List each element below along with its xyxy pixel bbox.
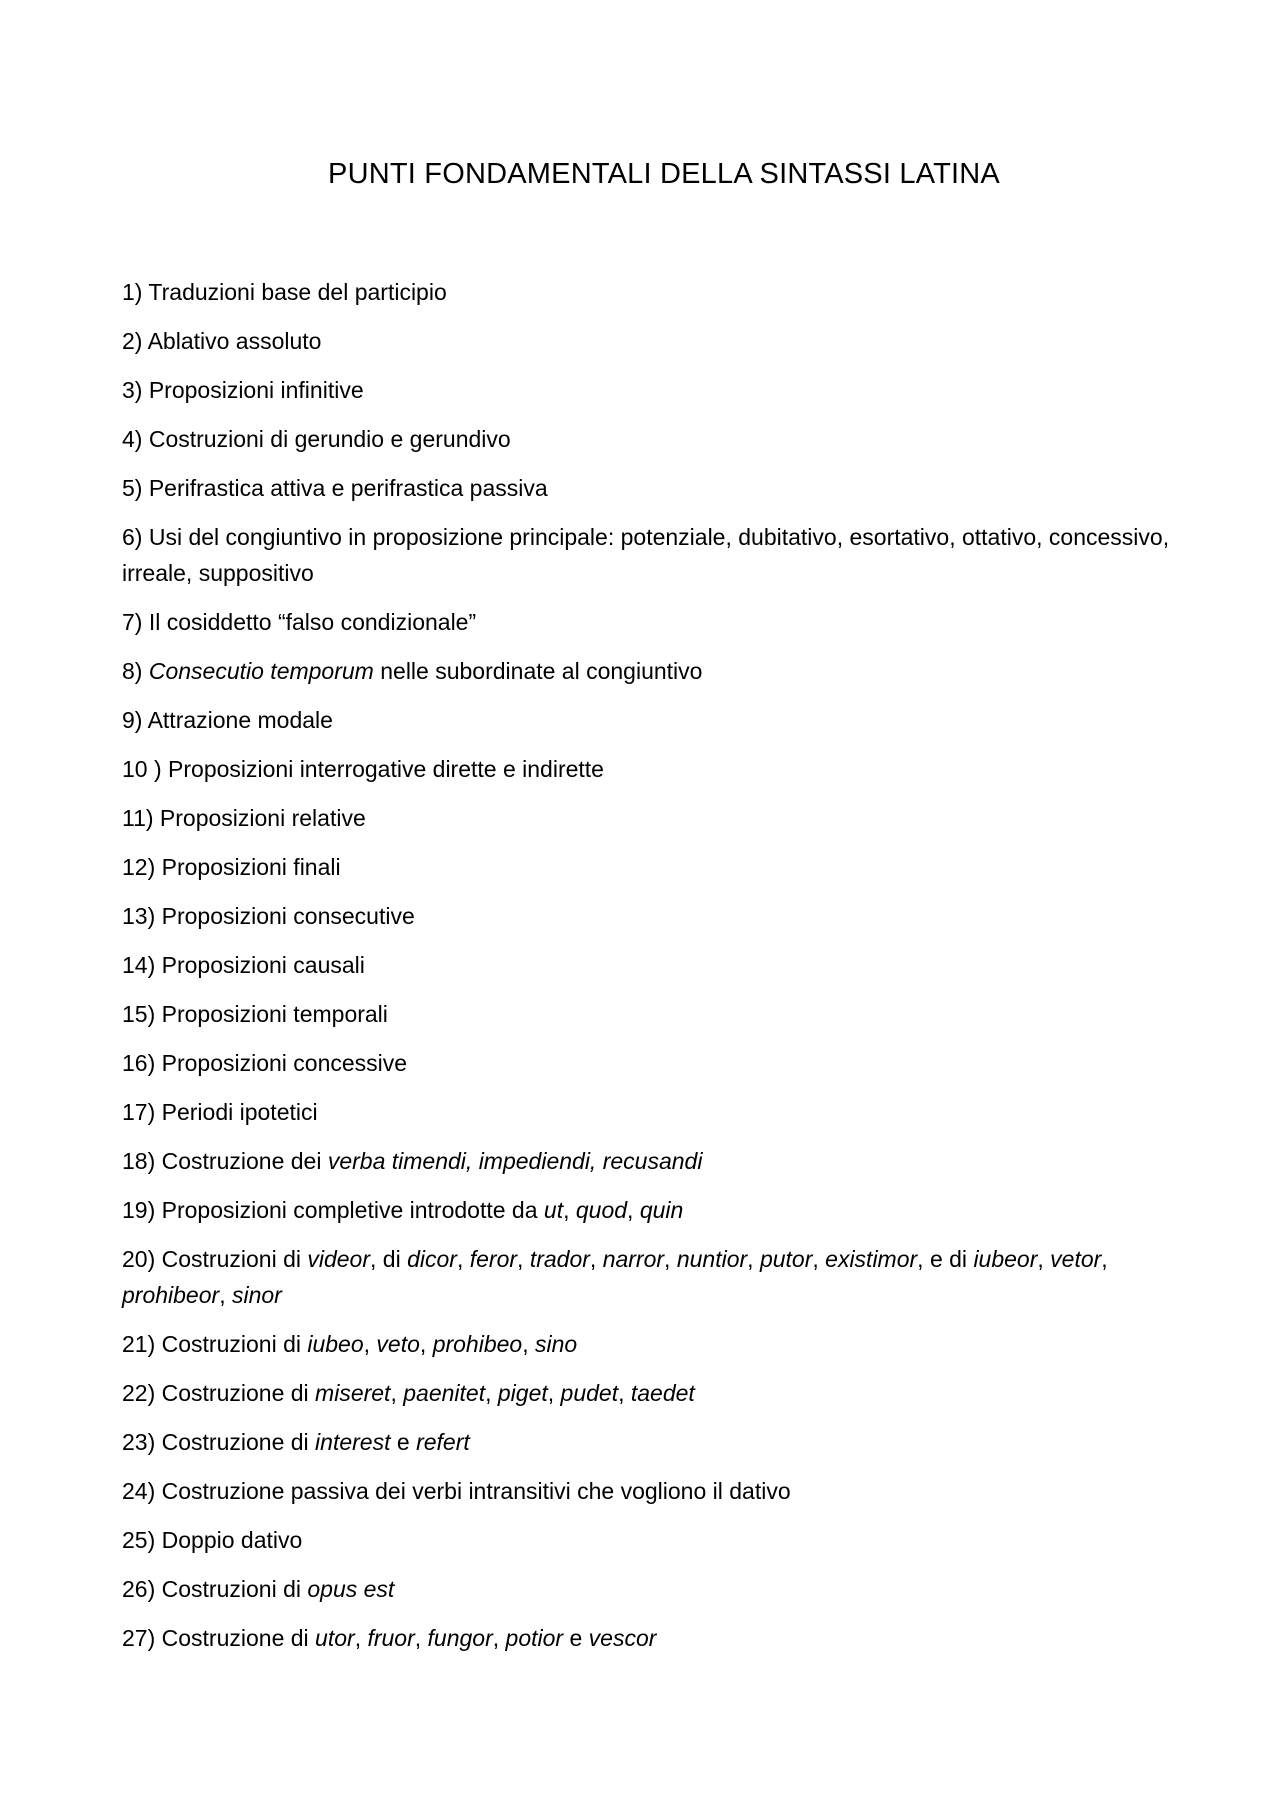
list-item [122,323,1182,359]
list-item [122,702,1182,738]
item-text: , [747,1246,760,1272]
item-text: 2) Ablativo assoluto [122,328,322,354]
item-text: , [456,1246,470,1272]
latin-term: putor [759,1246,813,1272]
item-text: 13) Proposizioni consecutive [122,903,415,929]
latin-term: sino [535,1331,578,1357]
list-item [122,800,1182,836]
list-item [122,372,1182,408]
list-item [122,1326,1182,1362]
item-text: 17) Periodi ipotetici [122,1099,318,1125]
latin-term: paenitet [403,1380,486,1406]
list-item [122,751,1182,787]
latin-term: Consecutio temporum [148,658,374,684]
item-text: , [664,1246,677,1272]
latin-term: nuntior [676,1246,748,1272]
latin-term: verba timendi, impediendi, recusandi [327,1148,703,1174]
item-text: 18) Costruzione dei [122,1148,328,1174]
latin-term: dicor [407,1246,457,1272]
item-text: , [812,1246,826,1272]
list-item [122,1094,1182,1130]
latin-term: vetor [1050,1246,1102,1272]
item-text: 25) Doppio dativo [122,1527,303,1553]
item-text: , [547,1380,561,1406]
item-text: 5) Perifrastica attiva e perifrastica passiva [122,475,548,501]
list-item [122,1424,1182,1460]
item-text: , [618,1380,631,1406]
item-text: 1) Traduzioni base del participio [122,279,447,305]
item-text: , [390,1380,404,1406]
latin-term: miseret [315,1380,391,1406]
page-title: PUNTI FONDAMENTALI DELLA SINTASSI LATINA [328,158,1000,190]
item-text: , [522,1331,535,1357]
latin-term: opus est [307,1576,395,1602]
item-text: , [363,1331,377,1357]
item-text: 24) Costruzione passiva dei verbi intransitivi che vogliono il dativo [122,1478,791,1504]
list-item [122,996,1182,1032]
item-text: 11) Proposizioni relative [122,805,366,831]
list-item [122,519,1182,591]
list-item [122,1143,1182,1179]
latin-term: quod [575,1197,628,1223]
latin-term: trador [529,1246,590,1272]
list-item [122,1522,1182,1558]
item-text: 7) Il cosiddetto “falso condizionale” [122,609,477,635]
list-item [122,604,1182,640]
item-text: , [563,1197,576,1223]
latin-term: feror [469,1246,518,1272]
item-text: , [414,1625,428,1651]
item-text: 19) Proposizioni completive introdotte da [122,1197,544,1223]
latin-term: narror [602,1246,665,1272]
latin-term: videor [307,1246,371,1272]
latin-term: quin [639,1197,684,1223]
item-text: 12) Proposizioni finali [122,854,341,880]
item-text: 15) Proposizioni temporali [122,1001,388,1027]
item-text: 4) Costruzioni di gerundio e gerundivo [122,426,511,452]
item-text: , [1037,1246,1051,1272]
item-text: 21) Costruzioni di [122,1331,308,1357]
latin-term: refert [416,1429,470,1455]
item-text: e [390,1429,417,1455]
item-text: 22) Costruzione di [122,1380,316,1406]
latin-term: prohibeor [122,1282,220,1308]
latin-term: pudet [560,1380,619,1406]
list-item [122,1192,1182,1228]
latin-term: piget [497,1380,548,1406]
item-text: , [419,1331,433,1357]
item-text: 27) Costruzione di [122,1625,316,1651]
list-item [122,1620,1182,1656]
item-text: , [589,1246,603,1272]
item-text: , [219,1282,232,1308]
list-item [122,653,1182,689]
latin-term: prohibeo [432,1331,523,1357]
latin-term: ut [543,1197,564,1223]
latin-term: existimor [825,1246,918,1272]
item-text: 10 ) Proposizioni interrogative dirette e indirette [122,756,604,782]
item-text: 14) Proposizioni causali [122,952,365,978]
item-text: 8) [122,658,149,684]
latin-term: fungor [427,1625,493,1651]
item-text: , e di [917,1246,974,1272]
item-text: 9) Attrazione modale [122,707,333,733]
item-text: 3) Proposizioni infinitive [122,377,364,403]
latin-term: veto [376,1331,420,1357]
list-item [122,1571,1182,1607]
latin-term: iubeo [307,1331,364,1357]
latin-term: fruor [367,1625,415,1651]
latin-term: vescor [588,1625,657,1651]
list-item [122,1045,1182,1081]
item-text: 23) Costruzione di [122,1429,316,1455]
item-text: , [627,1197,640,1223]
latin-term: sinor [231,1282,282,1308]
list-item [122,849,1182,885]
latin-term: iubeor [973,1246,1038,1272]
item-text: 16) Proposizioni concessive [122,1050,408,1076]
item-text: , di [370,1246,408,1272]
latin-term: taedet [630,1380,695,1406]
item-text: , [492,1625,506,1651]
item-text: 26) Costruzioni di [122,1576,308,1602]
item-text: 6) Usi del congiuntivo in proposizione principale: potenziale, dubitativo, esortativo, ottativo, concessivo, irreale, suppositivo [122,524,1170,586]
list-item [122,898,1182,934]
list-item [122,1241,1182,1313]
item-text: , [485,1380,498,1406]
list-item [122,1375,1182,1411]
list-item [122,470,1182,506]
list-item [122,421,1182,457]
item-text: , [1101,1246,1108,1272]
list-item [122,1473,1182,1509]
item-text: 20) Costruzioni di [122,1246,308,1272]
topic-list [122,274,1182,1669]
item-text: , [517,1246,530,1272]
latin-term: potior [505,1625,564,1651]
latin-term: utor [315,1625,355,1651]
list-item [122,947,1182,983]
item-text: nelle subordinate al congiuntivo [373,658,703,684]
item-text: , [354,1625,368,1651]
latin-term: interest [315,1429,391,1455]
list-item [122,274,1182,310]
item-text: e [563,1625,589,1651]
